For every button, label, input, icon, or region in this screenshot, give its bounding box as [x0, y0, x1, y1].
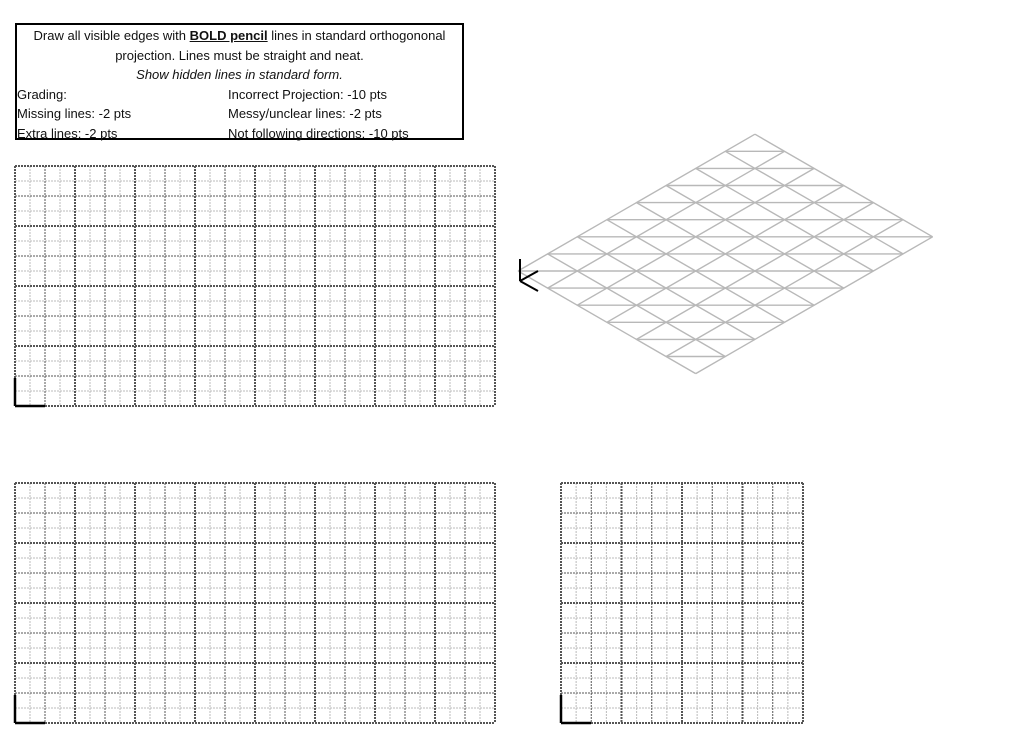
grading-item-directions: Not following directions: -10 pts: [228, 125, 409, 141]
isometric-origin-mark: [520, 259, 538, 291]
isometric-grid[interactable]: [518, 134, 933, 373]
instruction-line-3: Show hidden lines in standard form.: [136, 67, 343, 82]
bold-pencil-emphasis: BOLD pencil: [189, 28, 268, 43]
grading-label: Grading:: [17, 86, 67, 102]
iso-axis-left: [520, 281, 538, 291]
front-view-grid[interactable]: [15, 166, 495, 406]
grading-item-incorrect-projection: Incorrect Projection: -10 pts: [228, 86, 387, 102]
iso-axis-right: [520, 271, 538, 281]
instruction-line-1-end: lines in standard orthogononal: [267, 28, 446, 43]
grading-item-messy-lines: Messy/unclear lines: -2 pts: [228, 106, 382, 121]
grading-item-extra-lines: Extra lines: -2 pts: [17, 125, 118, 141]
top-view-grid[interactable]: [15, 483, 495, 723]
side-view-grid[interactable]: [561, 483, 803, 723]
instruction-line-1-start: Draw all visible edges with: [33, 28, 190, 43]
grading-item-missing-lines: Missing lines: -2 pts: [17, 106, 132, 121]
instruction-line-2: projection. Lines must be straight and neat.: [115, 47, 364, 63]
